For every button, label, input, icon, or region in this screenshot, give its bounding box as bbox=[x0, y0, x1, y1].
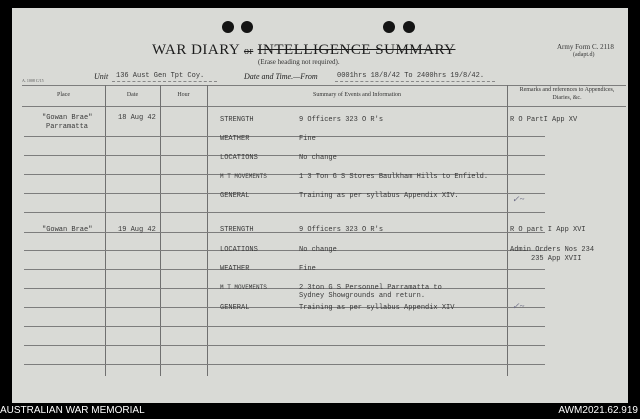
entry-text: No change bbox=[299, 154, 337, 162]
accession-number: AWM2021.62.919 bbox=[558, 405, 638, 416]
column-header-place: Place bbox=[57, 92, 70, 98]
column-divider bbox=[160, 85, 161, 376]
punch-hole bbox=[383, 21, 395, 33]
entry-remark: R O part I App XVI bbox=[510, 226, 586, 234]
row-line bbox=[24, 364, 545, 365]
army-form-sub: (adapt.d) bbox=[573, 52, 595, 58]
title-war-diary: WAR DIARY bbox=[152, 42, 240, 58]
row-line bbox=[24, 269, 545, 270]
title-intelligence-summary: INTELLIGENCE SUMMARY bbox=[257, 42, 456, 58]
column-divider bbox=[207, 85, 208, 376]
entry-text-continuation: Sydney Showgrounds and return. bbox=[299, 292, 426, 300]
row-line bbox=[24, 345, 545, 346]
row-line bbox=[24, 307, 545, 308]
war-diary-sheet bbox=[12, 8, 628, 403]
entry-text: Training as per syllabus Appendix XIV bbox=[299, 304, 455, 312]
initials-mark: ✓~ bbox=[512, 301, 525, 311]
row-line bbox=[24, 155, 545, 156]
column-header-date: Date bbox=[126, 92, 139, 98]
entry-date: 18 Aug 42 bbox=[118, 114, 156, 122]
row-line bbox=[24, 326, 545, 327]
form-title bbox=[152, 42, 455, 59]
entry-label: LOCATIONS bbox=[220, 154, 258, 162]
column-divider bbox=[507, 85, 508, 376]
entry-text: Training as per syllabus Appendix XIV. bbox=[299, 192, 459, 200]
entry-label: WEATHER bbox=[220, 135, 250, 143]
entry-remark: Admin Orders Nos 234 bbox=[510, 246, 595, 254]
row-line bbox=[24, 136, 545, 137]
entry-label: STRENGTH bbox=[220, 116, 254, 124]
entry-place-sub: Parramatta bbox=[46, 123, 89, 131]
unit-label: Unit bbox=[94, 72, 109, 81]
institution-caption: AUSTRALIAN WAR MEMORIAL bbox=[0, 405, 145, 416]
entry-text: 1 3 Ton G S Stores Baulkham Hills to Enfield. bbox=[299, 173, 489, 181]
entry-label: M T MOVEMENTS bbox=[220, 173, 267, 180]
entry-remark-continuation: 235 App XVII bbox=[531, 255, 582, 263]
title-or: or bbox=[243, 46, 254, 57]
row-line bbox=[24, 193, 545, 194]
row-line bbox=[24, 232, 545, 233]
entry-text: 2 3ton G S Personnel Parramatta to bbox=[299, 284, 442, 292]
row-line bbox=[24, 212, 545, 213]
entry-label: M T MOVEMENTS bbox=[220, 284, 267, 291]
print-code: A. 1008 C/15 bbox=[22, 78, 44, 83]
row-line bbox=[24, 250, 545, 251]
column-header-hour: Hour bbox=[177, 92, 190, 98]
entry-remark: R O PartI App XV bbox=[510, 116, 578, 124]
entry-text: No change bbox=[299, 246, 337, 254]
unit-value: 136 Aust Gen Tpt Coy. bbox=[116, 72, 205, 80]
row-line bbox=[24, 288, 545, 289]
initials-mark: ✓~ bbox=[512, 194, 525, 204]
entry-label: STRENGTH bbox=[220, 226, 254, 234]
entry-text: 9 Officers 323 O R's bbox=[299, 226, 384, 234]
column-divider bbox=[105, 85, 106, 376]
column-header-remarks: Remarks and references to Appendices, Diaries, &c. bbox=[519, 87, 615, 101]
entry-text: Fine bbox=[299, 135, 316, 143]
entry-label: LOCATIONS bbox=[220, 246, 258, 254]
date-time-underline bbox=[335, 81, 495, 82]
entry-text: Fine bbox=[299, 265, 316, 273]
form-subtitle: (Erase heading not required). bbox=[258, 58, 340, 66]
date-time-label: Date and Time.—From bbox=[244, 72, 318, 81]
entry-label: GENERAL bbox=[220, 192, 250, 200]
entry-date: 19 Aug 42 bbox=[118, 226, 156, 234]
army-form-number: Army Form C. 2118 bbox=[557, 43, 614, 51]
punch-hole bbox=[403, 21, 415, 33]
column-header-summary: Summary of Events and Information bbox=[313, 92, 401, 98]
entry-label: GENERAL bbox=[220, 304, 250, 312]
entry-place: "Gowan Brae" bbox=[42, 226, 93, 234]
unit-underline bbox=[112, 81, 217, 82]
punch-hole bbox=[222, 21, 234, 33]
grid-line bbox=[22, 106, 626, 107]
entry-text: 9 Officers 323 O R's bbox=[299, 116, 384, 124]
date-time-value: 0001hrs 18/8/42 To 2400hrs 19/8/42. bbox=[337, 72, 485, 80]
entry-place: "Gowan Brae" bbox=[42, 114, 93, 122]
entry-label: WEATHER bbox=[220, 265, 250, 273]
punch-hole bbox=[241, 21, 253, 33]
